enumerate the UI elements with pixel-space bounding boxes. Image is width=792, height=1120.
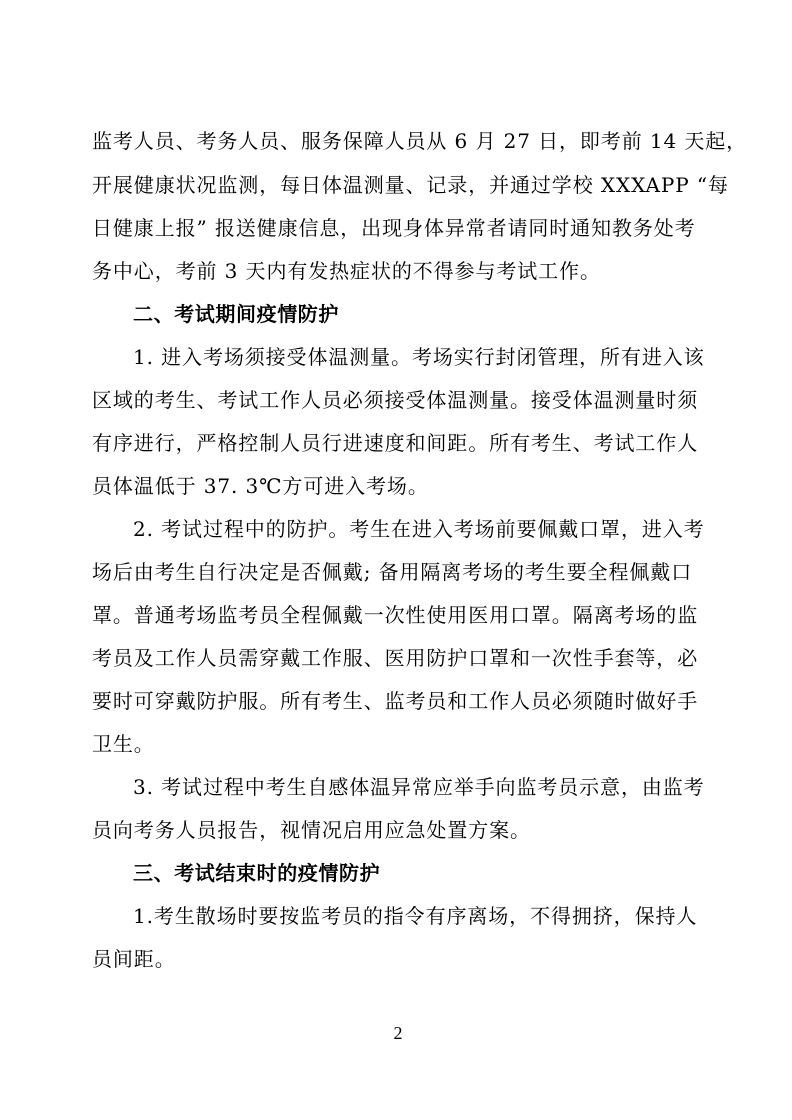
paragraph-line: 1. 进入考场须接受体温测量。考场实行封闭管理，所有进入该 [133, 345, 705, 369]
paragraph-line: 卫生。 [92, 732, 155, 756]
paragraph-line: 区域的考生、考试工作人员必须接受体温测量。接受体温测量时须 [92, 388, 699, 412]
paragraph-line: 场后由考生自行决定是否佩戴; 备用隔离考场的考生要全程佩戴口 [92, 560, 693, 584]
section-heading-2: 二、考试期间疫情防护 [133, 302, 339, 326]
section-heading-3: 三、考试结束时的疫情防护 [133, 861, 381, 885]
paragraph-line: 员间距。 [92, 947, 176, 971]
paragraph-line: 务中心，考前 3 天内有发热症状的不得参与考试工作。 [92, 259, 601, 283]
paragraph-line: 考员及工作人员需穿戴工作服、医用防护口罩和一次性手套等，必 [92, 646, 699, 670]
paragraph-line: 员向考务人员报告，视情况启用应急处置方案。 [92, 818, 531, 842]
paragraph-line: 开展健康状况监测，每日体温测量、记录，并通过学校 XXXAPP “每 [92, 173, 729, 197]
paragraph-line: 有序进行，严格控制人员行进速度和间距。所有考生、考试工作人 [92, 431, 699, 455]
paragraph-line: 2. 考试过程中的防护。考生在进入考场前要佩戴口罩，进入考 [133, 517, 705, 541]
paragraph-line: 罩。普通考场监考员全程佩戴一次性使用医用口罩。隔离考场的监 [92, 603, 699, 627]
page-number: 2 [393, 1023, 403, 1043]
paragraph-line: 日健康上报” 报送健康信息，出现身体异常者请同时通知教务处考 [92, 216, 696, 240]
paragraph-line: 监考人员、考务人员、服务保障人员从 6 月 27 日，即考前 14 天起， [92, 129, 748, 153]
paragraph-line: 员体温低于 37. 3℃方可进入考场。 [92, 474, 429, 498]
paragraph-line: 1.考生散场时要按监考员的指令有序离场，不得拥挤，保持人 [133, 904, 698, 928]
paragraph-line: 要时可穿戴防护服。所有考生、监考员和工作人员必须随时做好手 [92, 689, 699, 713]
paragraph-line: 3. 考试过程中考生自感体温异常应举手向监考员示意，由监考 [133, 775, 705, 799]
